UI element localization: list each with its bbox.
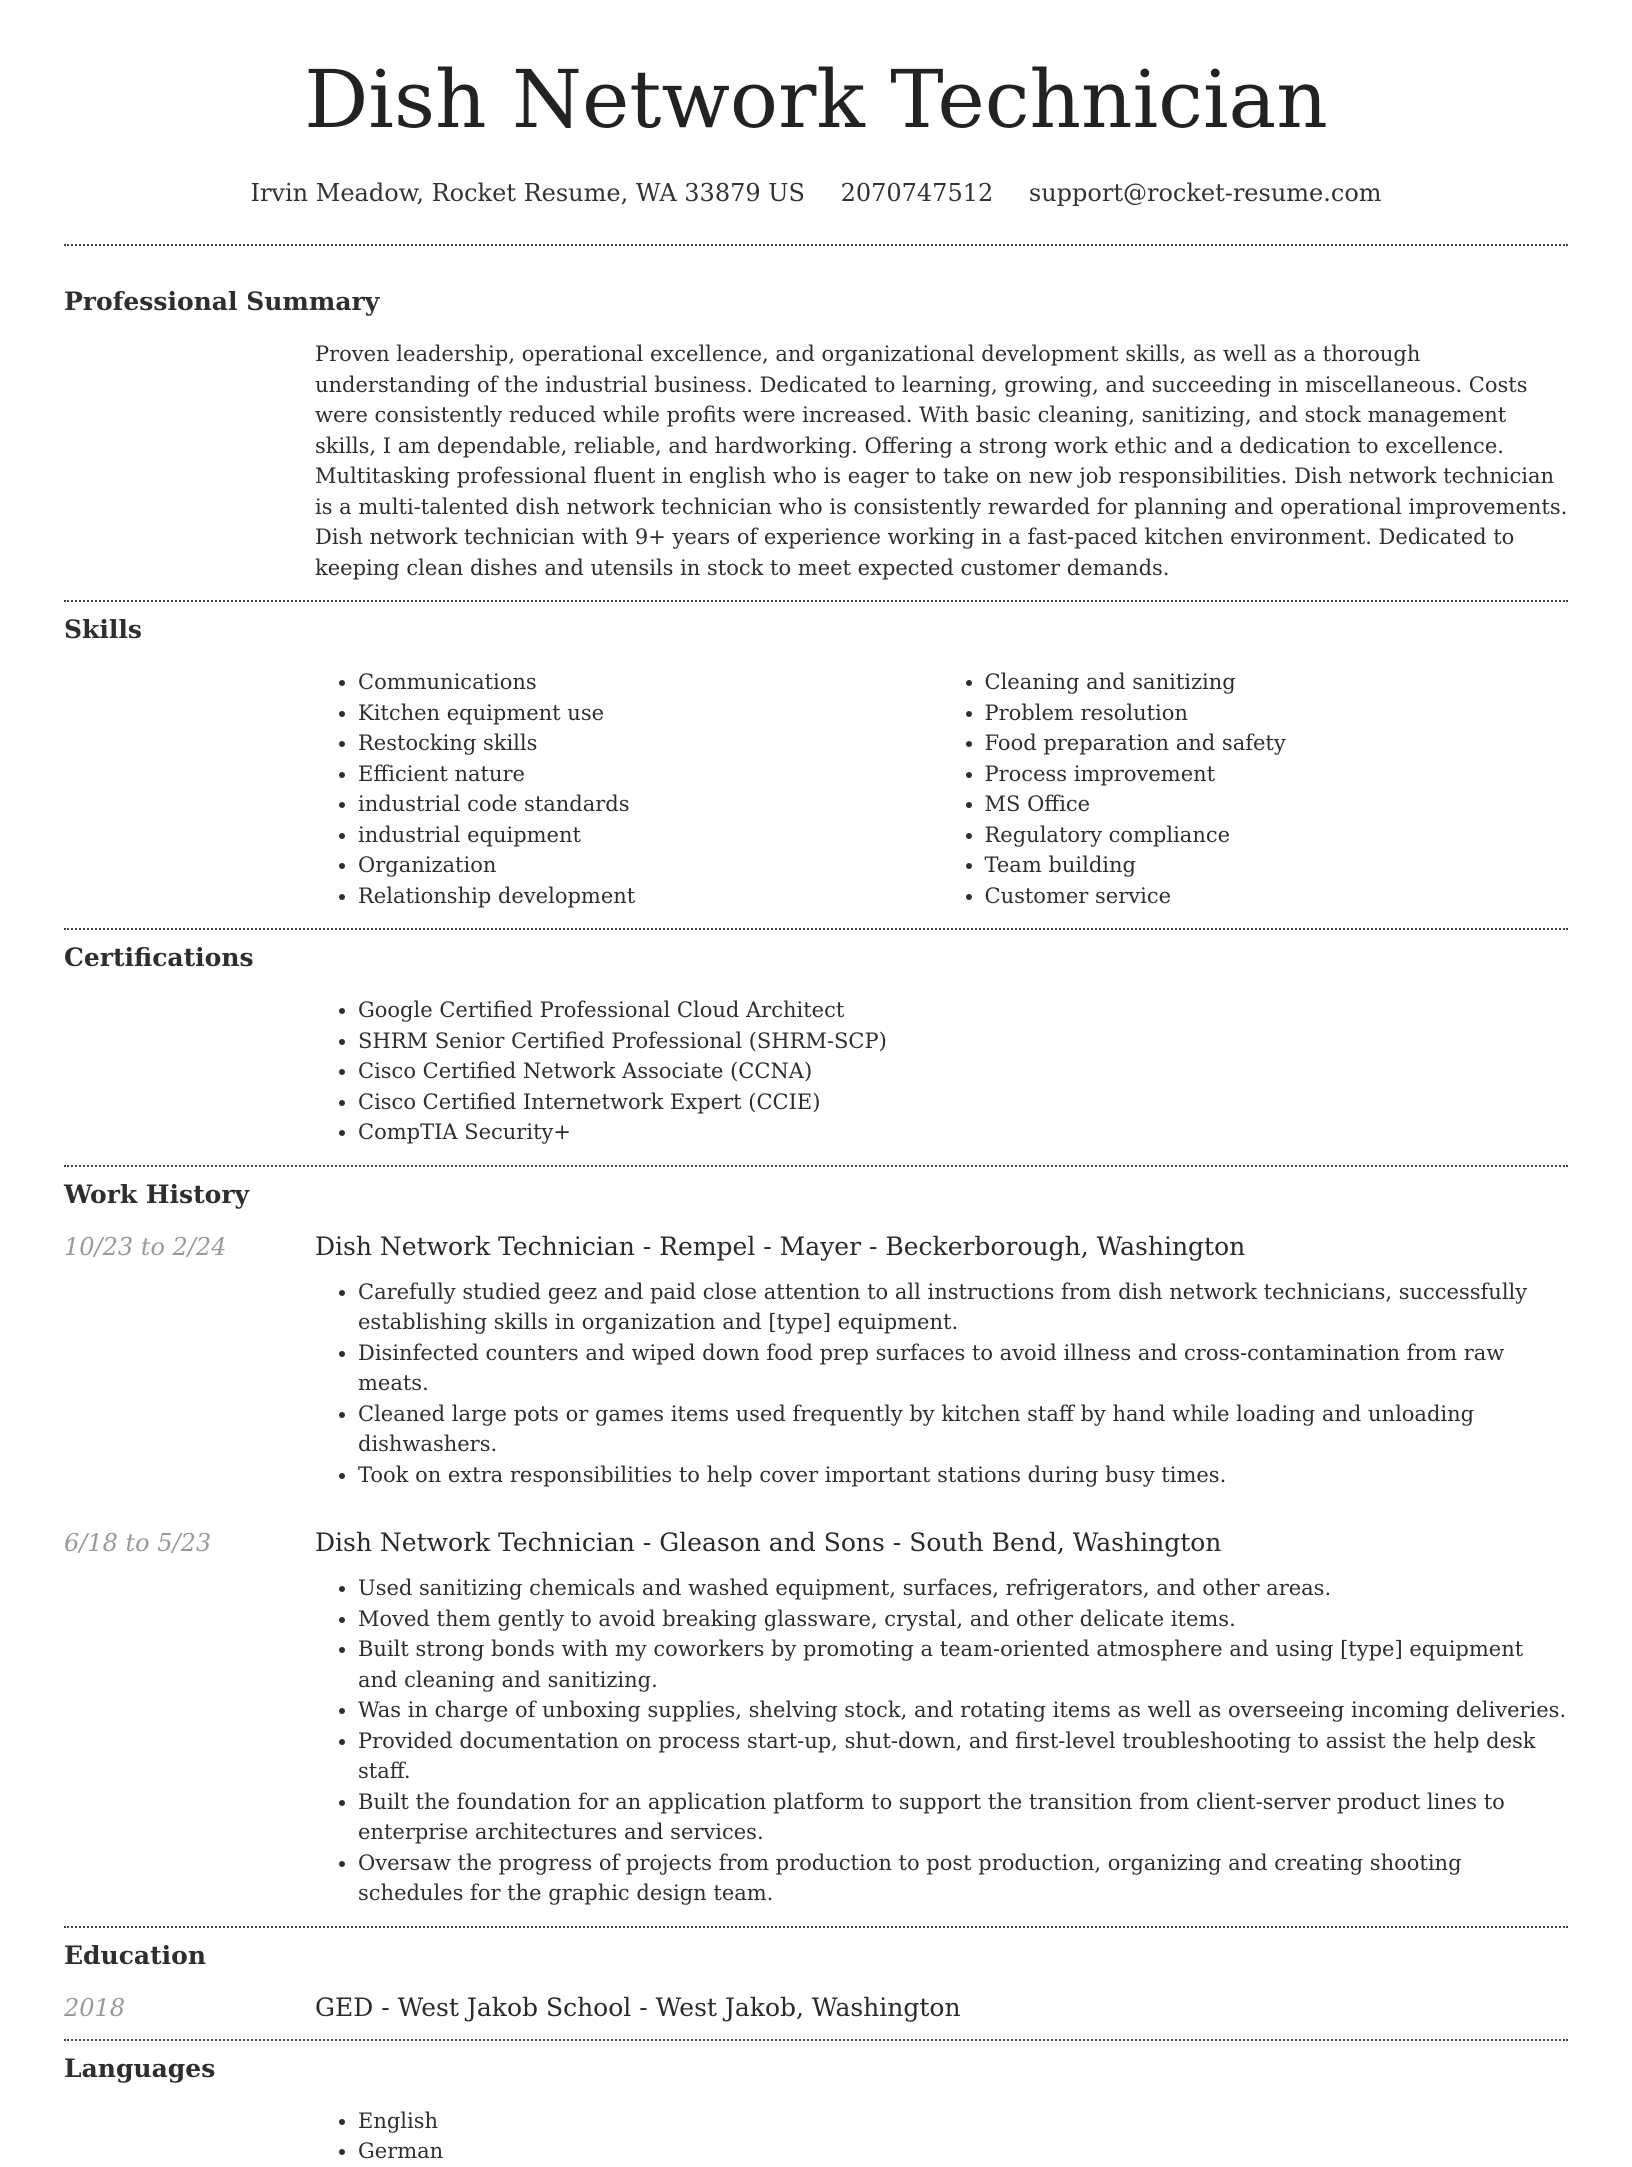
skills-columns <box>315 667 1568 911</box>
job-bullets <box>315 1277 1568 1491</box>
section-title-summary: Professional Summary <box>64 287 380 316</box>
certifications-list <box>315 995 1568 1148</box>
section-title-skills: Skills <box>64 615 142 644</box>
list-item: • Process improvement <box>985 759 1569 790</box>
languages-list <box>315 2106 1568 2167</box>
education-heading: GED - West Jakob School - West Jakob, Washington <box>315 1992 961 2022</box>
list-item: • Communications <box>358 667 942 698</box>
list-item: • CompTIA Security+ <box>358 1117 1568 1148</box>
list-item: • Moved them gently to avoid breaking glassware, crystal, and other delicate items. <box>358 1604 1568 1635</box>
list-item: • Problem resolution <box>985 698 1569 729</box>
list-item: • German <box>358 2136 1568 2167</box>
education-date: 2018 <box>64 1993 126 2022</box>
candidate-name: Dish Network Technician <box>304 53 1328 146</box>
list-item: • Kitchen equipment use <box>358 698 942 729</box>
skills-section <box>64 602 1568 911</box>
list-item: • Took on extra responsibilities to help cover important stations during busy times. <box>358 1460 1568 1491</box>
contact-phone: 2070747512 <box>840 179 994 207</box>
certifications-body <box>315 995 1568 1148</box>
job-entry <box>64 1528 1568 1909</box>
list-item: • Cisco Certified Network Associate (CCNA) <box>358 1056 1568 1087</box>
list-item: • Used sanitizing chemicals and washed equipment, surfaces, refrigerators, and other areas. <box>358 1573 1568 1604</box>
work-history-section <box>64 1167 1568 1909</box>
list-item: • Google Certified Professional Cloud Architect <box>358 995 1568 1026</box>
summary-text: Proven leadership, operational excellence, and organizational development skills, as well as a thorough understanding of the industrial business. Dedicated to learning, growing, and succeeding in miscellaneous. Costs were consistently reduced while profits were increased. With basic cleaning, sanitizing, and stock management skills, I am dependable, reliable, and hardworking. Offering a strong work ethic and a dedication to excellence. Multitasking professional fluent in english who is eager to take on new job responsibilities. Dish network technician is a multi-talented dish network technician who is consistently rewarded for planning and operational improvements. Dish network technician with 9+ years of experience working in a fast-paced kitchen environment. Dedicated to keeping clean dishes and utensils in stock to meet expected customer demands. <box>315 342 1568 580</box>
contact-email: support@rocket-resume.com <box>1028 179 1382 207</box>
skills-list-left <box>315 667 942 911</box>
contact-address: Irvin Meadow, Rocket Resume, WA 33879 US <box>250 179 805 207</box>
list-item: • industrial code standards <box>358 789 942 820</box>
job-header <box>64 1528 1568 1557</box>
summary-body <box>315 339 1570 583</box>
job-bullets <box>315 1573 1568 1909</box>
list-item: • Built the foundation for an application platform to support the transition from client-server product lines to enterprise architectures and services. <box>358 1787 1568 1848</box>
job-date: 6/18 to 5/23 <box>64 1529 212 1557</box>
list-item: • Was in charge of unboxing supplies, shelving stock, and rotating items as well as overseeing incoming deliveries. <box>358 1695 1568 1726</box>
section-title-education: Education <box>64 1940 207 1970</box>
list-item: • English <box>358 2106 1568 2137</box>
skills-list-right <box>942 667 1569 911</box>
list-item: • SHRM Senior Certified Professional (SHRM-SCP) <box>358 1026 1568 1057</box>
list-item: • Food preparation and safety <box>985 728 1569 759</box>
job-heading: Dish Network Technician - Rempel - Mayer - Beckerborough, Washington <box>315 1231 1246 1261</box>
list-item: • Team building <box>985 850 1569 881</box>
job-details <box>315 1573 1568 1909</box>
list-item: • industrial equipment <box>358 820 942 851</box>
job-entry <box>64 1232 1568 1491</box>
list-item: • Customer service <box>985 881 1569 912</box>
list-item: • Relationship development <box>358 881 942 912</box>
list-item: • Efficient nature <box>358 759 942 790</box>
education-entry <box>64 1993 1568 2022</box>
job-heading: Dish Network Technician - Gleason and Sons - South Bend, Washington <box>315 1528 1222 1557</box>
list-item: • Cisco Certified Internetwork Expert (CCIE) <box>358 1087 1568 1118</box>
list-item: • Organization <box>358 850 942 881</box>
summary-section <box>64 246 1568 583</box>
section-title-certifications: Certifications <box>64 943 254 972</box>
list-item: • Provided documentation on process start-up, shut-down, and first-level troubleshooting to assist the help desk staff. <box>358 1726 1568 1787</box>
job-header <box>64 1232 1568 1261</box>
contact-line <box>64 178 1568 208</box>
list-item: • MS Office <box>985 789 1569 820</box>
certifications-section <box>64 930 1568 1148</box>
section-title-work: Work History <box>64 1179 250 1209</box>
job-date: 10/23 to 2/24 <box>64 1232 227 1261</box>
list-item: • Regulatory compliance <box>985 820 1569 851</box>
education-section <box>64 1928 1568 2022</box>
list-item: • Oversaw the progress of projects from production to post production, organizing and creating shooting schedules for the graphic design team. <box>358 1848 1568 1909</box>
languages-body <box>315 2106 1568 2167</box>
list-item: • Cleaning and sanitizing <box>985 667 1569 698</box>
list-item: • Built strong bonds with my coworkers by promoting a team-oriented atmosphere and using [type] equipment and cleaning and sanitizing. <box>358 1634 1568 1695</box>
list-item: • Carefully studied geez and paid close attention to all instructions from dish network technicians, successfully establishing skills in organization and [type] equipment. <box>358 1277 1568 1338</box>
list-item: • Cleaned large pots or games items used frequently by kitchen staff by hand while loading and unloading dishwashers. <box>358 1399 1568 1460</box>
list-item: • Restocking skills <box>358 728 942 759</box>
section-title-languages: Languages <box>64 2053 216 2083</box>
job-details <box>315 1277 1568 1491</box>
resume-header <box>64 0 1568 208</box>
list-item: • Disinfected counters and wiped down food prep surfaces to avoid illness and cross-contamination from raw meats. <box>358 1338 1568 1399</box>
languages-section <box>64 2041 1568 2167</box>
